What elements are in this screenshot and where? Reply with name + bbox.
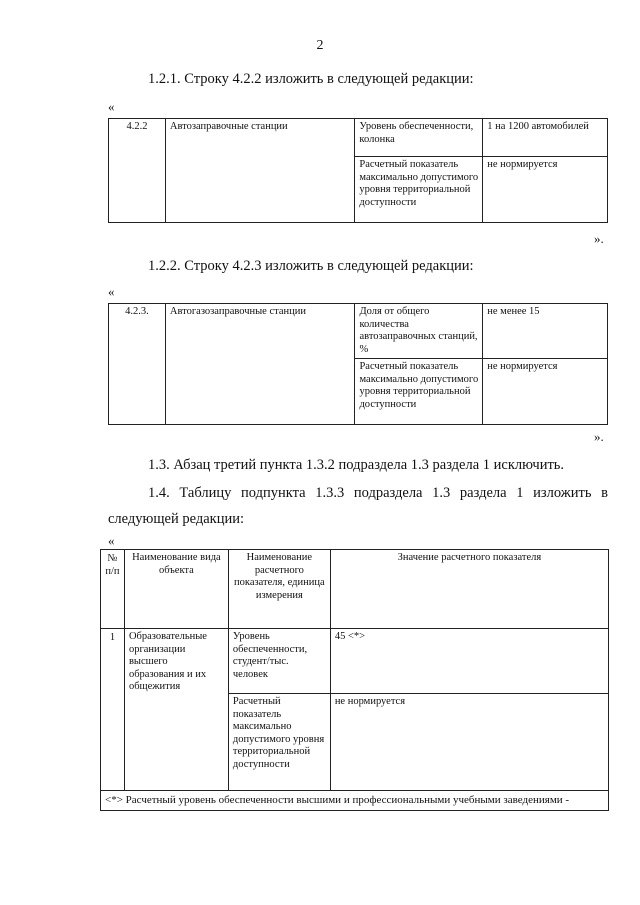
object-name: Автогазозаправочные станции — [165, 304, 355, 425]
item-1-4-line1: 1.4. Таблицу подпункта 1.3.3 подраздела 1.3 раздела 1 изложить в — [148, 485, 608, 501]
indicator-name: Доля от общего количества автозаправочных станций, % — [355, 304, 483, 359]
quote-close-2: ». — [594, 429, 604, 444]
table-row — [109, 304, 608, 359]
row-number: 4.2.3. — [109, 304, 166, 425]
header-value: Значение расчетного показателя — [330, 550, 608, 629]
object-name: Автозаправочные станции — [165, 119, 355, 223]
object-name: Образовательные организации высшего образования и их общежития — [124, 629, 228, 791]
indicator-name: Расчетный показатель максимально допустимого уровня территориальной доступности — [355, 157, 483, 223]
indicator-value: 1 на 1200 автомобилей — [483, 119, 608, 157]
footnote: <*> Расчетный уровень обеспеченности высшими и профессиональными учебными заведениями - — [101, 791, 609, 811]
indicator-name: Уровень обеспеченности, студент/тыс. человек — [228, 629, 330, 694]
indicator-value: 45 <*> — [330, 629, 608, 694]
indicator-value: не нормируется — [483, 359, 608, 425]
table-4-2-3 — [108, 303, 608, 425]
item-1-3: 1.3. Абзац третий пункта 1.3.2 подраздела 1.3 раздела 1 исключить. — [148, 457, 565, 473]
table-header-row — [101, 550, 609, 629]
quote-open-3: « — [108, 533, 115, 548]
quote-open-1: « — [108, 99, 115, 114]
quote-open-2: « — [108, 284, 115, 299]
indicator-name: Уровень обеспеченности, колонка — [355, 119, 483, 157]
indicator-name: Расчетный показатель максимально допустимого уровня территориальной доступности — [355, 359, 483, 425]
table-footnote-row — [101, 791, 609, 811]
indicator-value: не менее 15 — [483, 304, 608, 359]
quote-close-1: ». — [594, 231, 604, 246]
item-1-4-line2: следующей редакции: — [108, 511, 245, 527]
table-row — [109, 119, 608, 157]
table-4-2-2 — [108, 118, 608, 223]
indicator-value: не нормируется — [330, 694, 608, 791]
row-number: 4.2.2 — [109, 119, 166, 223]
header-indicator: Наименование расчетного показателя, единица измерения — [228, 550, 330, 629]
table-1-3-3 — [100, 549, 609, 811]
indicator-value: не нормируется — [483, 157, 608, 223]
table-row — [101, 629, 609, 694]
item-1-2-1: 1.2.1. Строку 4.2.2 изложить в следующей редакции: — [148, 71, 474, 87]
page-number: 2 — [316, 38, 324, 53]
indicator-name: Расчетный показатель максимально допустимого уровня территориальной доступности — [228, 694, 330, 791]
header-num: № п/п — [101, 550, 125, 629]
row-number: 1 — [101, 629, 125, 791]
item-1-2-2: 1.2.2. Строку 4.2.3 изложить в следующей редакции: — [148, 258, 474, 274]
header-object: Наименование вида объекта — [124, 550, 228, 629]
